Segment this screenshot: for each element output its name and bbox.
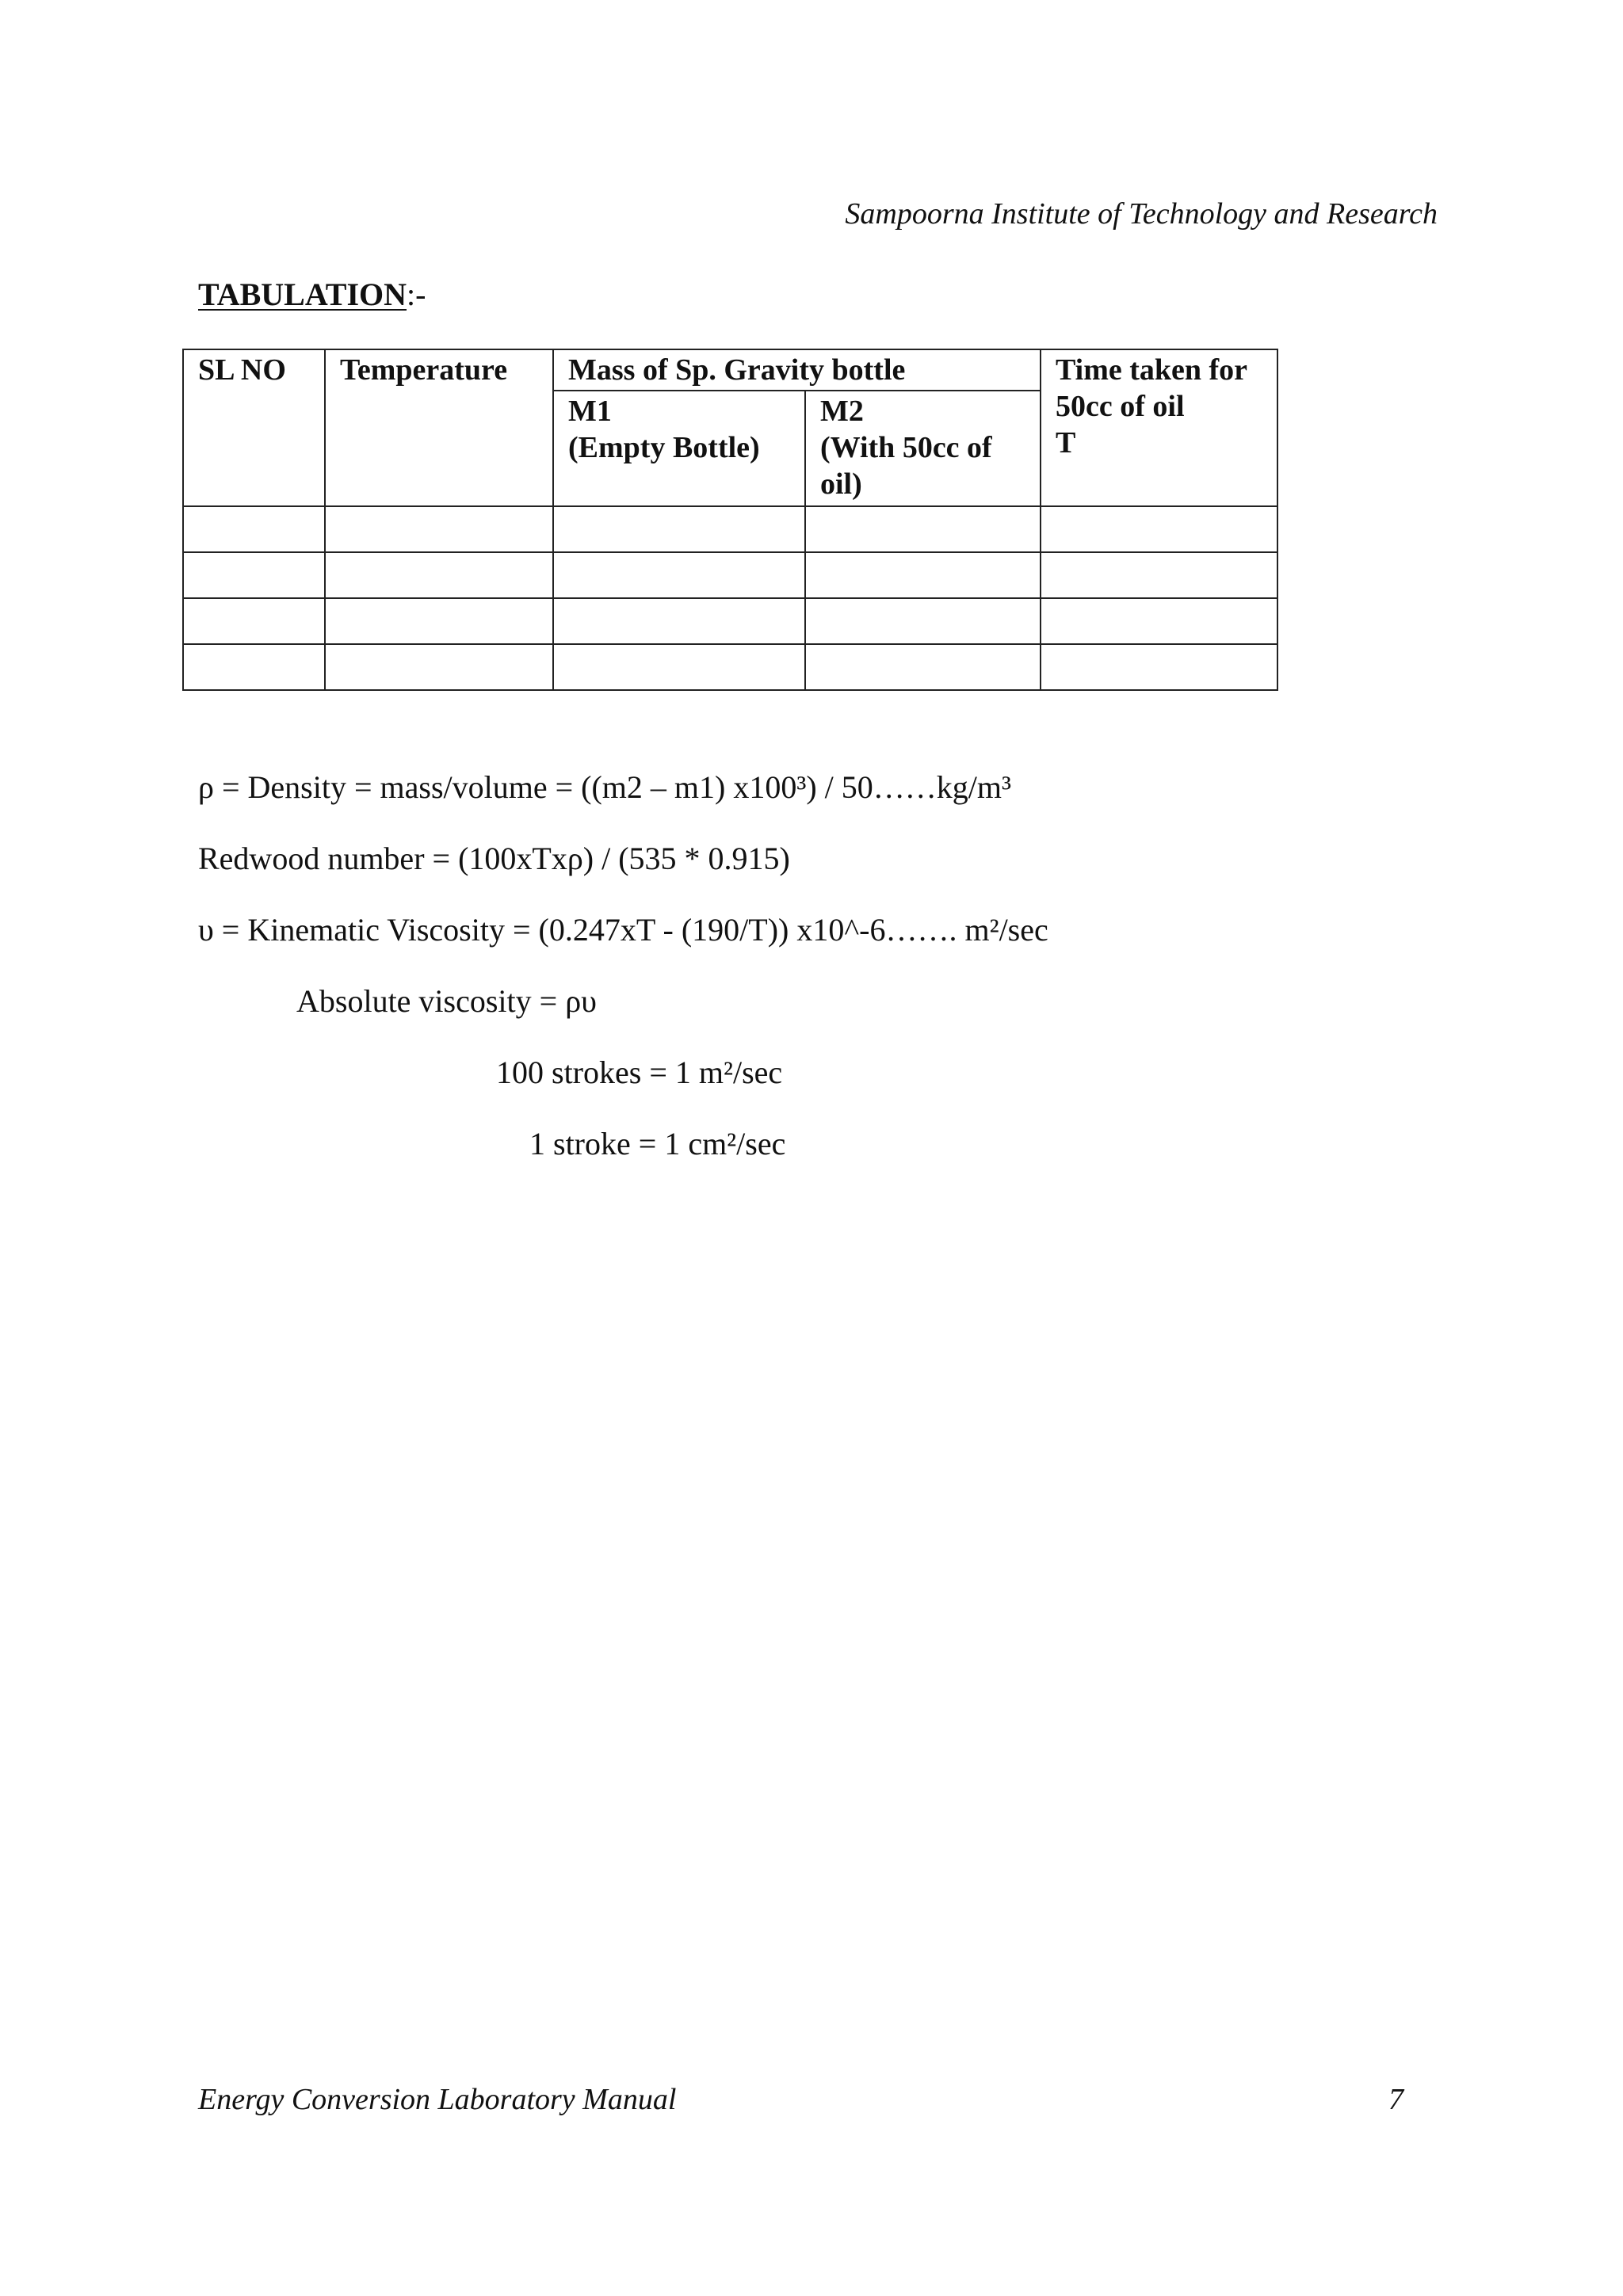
density-formula: ρ = Density = mass/volume = ((m2 – m1) x100³) / 50……kg/m³ — [198, 769, 1011, 805]
table-cell — [553, 506, 805, 552]
table-cell — [183, 552, 325, 598]
strokes-conversion: 100 strokes = 1 m²/sec — [496, 1055, 783, 1090]
header-mass-group: Mass of Sp. Gravity bottle — [553, 349, 1041, 391]
header-time-symbol: T — [1056, 426, 1076, 460]
table-cell — [805, 598, 1041, 644]
table-cell — [805, 552, 1041, 598]
header-m2 — [805, 391, 1041, 506]
table-cell — [553, 644, 805, 690]
table-cell — [183, 506, 325, 552]
absolute-viscosity-formula: Absolute viscosity = ρυ — [296, 983, 597, 1019]
running-header: Sampoorna Institute of Technology and Research — [845, 197, 1438, 231]
header-m2-label: M2 — [820, 395, 864, 428]
table-cell — [183, 598, 325, 644]
header-temperature: Temperature — [325, 349, 553, 506]
table-cell — [553, 598, 805, 644]
table-cell — [1041, 644, 1277, 690]
header-m1-desc: (Empty Bottle) — [568, 431, 760, 464]
table-row — [183, 506, 1277, 552]
page-number: 7 — [1388, 2083, 1403, 2116]
kinematic-viscosity-formula: υ = Kinematic Viscosity = (0.247xT - (190/T)) x10^-6……. m²/sec — [198, 912, 1048, 948]
table-row — [183, 644, 1277, 690]
table-cell — [325, 552, 553, 598]
table-cell — [805, 644, 1041, 690]
table-cell — [1041, 598, 1277, 644]
section-title-text: TABULATION — [198, 277, 407, 312]
header-time-text: Time taken for 50cc of oil — [1056, 353, 1247, 423]
table-row — [183, 598, 1277, 644]
section-title — [198, 276, 426, 313]
table-cell — [325, 598, 553, 644]
header-m1 — [553, 391, 805, 506]
header-time-taken — [1041, 349, 1277, 506]
table-cell — [183, 644, 325, 690]
header-sl-no: SL NO — [183, 349, 325, 506]
table-cell — [1041, 552, 1277, 598]
table-cell — [325, 506, 553, 552]
tabulation-table — [182, 349, 1278, 691]
footer-manual-title: Energy Conversion Laboratory Manual — [198, 2083, 677, 2116]
table-cell — [325, 644, 553, 690]
redwood-formula: Redwood number = (100xTxρ) / (535 * 0.915) — [198, 841, 790, 876]
section-title-suffix: :- — [407, 277, 426, 312]
table-cell — [553, 552, 805, 598]
table-cell — [805, 506, 1041, 552]
table-row — [183, 552, 1277, 598]
table-header-row — [183, 349, 1277, 391]
stroke-conversion: 1 stroke = 1 cm²/sec — [529, 1126, 786, 1161]
header-m2-desc: (With 50cc of oil) — [820, 431, 992, 501]
table-cell — [1041, 506, 1277, 552]
header-m1-label: M1 — [568, 395, 612, 428]
